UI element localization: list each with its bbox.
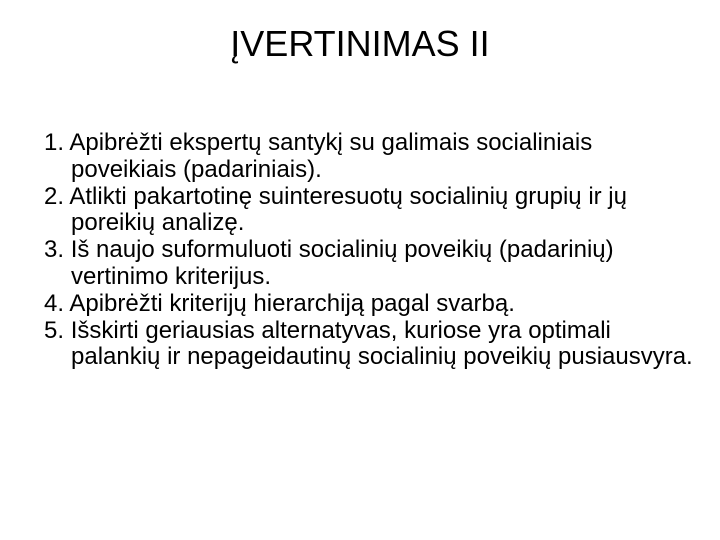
list-item-number: 5.	[44, 316, 65, 344]
list-item-number: 3.	[44, 236, 65, 264]
list-item-text: Apibrėžti kriterijų hierarchiją pagal svarbą.	[69, 289, 515, 317]
list-item-text: Apibrėžti ekspertų santykį su galimais socialiniais poveikiais (padariniais).	[69, 129, 593, 183]
list-item-text: Išskirti geriausias alternatyvas, kuriose yra optimali palankių ir nepageidautinų socialinių poveikių pusiausvyra.	[70, 316, 693, 371]
numbered-list	[44, 130, 694, 371]
list-item	[44, 291, 694, 318]
list-item-number: 1.	[44, 129, 65, 156]
list-item	[44, 184, 694, 238]
list-item	[44, 130, 694, 184]
list-item	[44, 237, 694, 291]
slide-title: ĮVERTINIMAS II	[230, 23, 490, 64]
list-item	[44, 318, 694, 372]
list-item-text: Iš naujo suformuluoti socialinių poveikių (padarinių) vertinimo kriterijus.	[70, 236, 614, 290]
list-item-number: 2.	[44, 182, 65, 210]
list-item-number: 4.	[44, 289, 65, 317]
list-item-text: Atlikti pakartotinę suinteresuotų socialinių grupių ir jų poreikių analizę.	[69, 182, 627, 237]
